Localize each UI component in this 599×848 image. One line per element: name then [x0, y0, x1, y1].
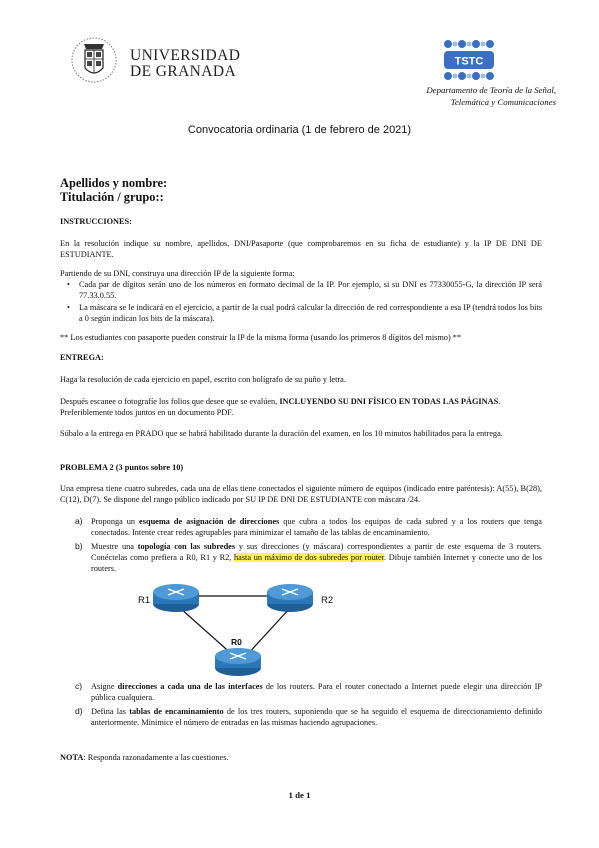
delivery-paragraph-1: Haga la resolución de cada ejercicio en papel, escrito con bolígrafo de su puño y letra.: [60, 375, 346, 384]
router-topology-diagram: [130, 578, 350, 689]
page-number: 1 de 1: [288, 790, 311, 800]
problem-intro: Una empresa tiene cuatro subredes, cada una de ellas tiene conectados el siguiente número de equipos (indicado entre paréntesis): A(55), B(28), C(12), D(7). Se dispone del rango público indicado por SU IP DE DNI DE ESTUDIANTE con máscara /24.: [60, 484, 542, 505]
name-label: Apellidos y nombre:: [60, 176, 168, 190]
router-label-r2: R2: [321, 595, 334, 606]
delivery-paragraph-3: Súbalo a la entrega en PRADO que se habrá habilitado durante la duración del examen, en los 10 minutos habilitados para la entrega.: [60, 429, 503, 438]
university-line-1: UNIVERSIDAD: [130, 47, 241, 64]
group-label: Titulación / grupo::: [60, 190, 164, 204]
problem-title: PROBLEMA 2 (3 puntos sobre 10): [60, 463, 184, 472]
department-name: [370, 84, 556, 108]
university-line-2: DE GRANADA: [130, 63, 237, 80]
department-line-2: Telemática y Comunicaciones: [450, 97, 556, 107]
university-crest-logo: [64, 36, 124, 89]
delivery-heading: ENTREGA:: [60, 353, 104, 362]
tstc-logo-text: TSTC: [454, 55, 484, 68]
final-note: NOTA: Responda razonadamente a las cuestiones.: [60, 753, 229, 762]
exam-session-title: Convocatoria ordinaria (1 de febrero de 2021): [187, 124, 412, 136]
router-icon: [153, 584, 199, 612]
passport-note: ** Los estudiantes con pasaporte pueden construir la IP de la misma forma (usando los primeros 8 dígitos del mismo) **: [60, 333, 462, 342]
problem-question-list-1: [60, 516, 542, 574]
list-item: • La máscara se le indicará en el ejercicio, a partir de la cual podrá calcular la dirección de red correspondiente a esa IP (tendrá todos los bits a 0 según indican los bits de la máscara).: [60, 302, 542, 325]
list-item: • Cada par de dígitos serán uno de los números en formato decimal de la IP. Por ejemplo, si su DNI es 77330055-G, la dirección IP será 77.33.0.55.: [60, 279, 542, 302]
tstc-department-logo: [440, 38, 498, 87]
instructions-bullet-list: [60, 279, 542, 324]
university-name: [130, 48, 240, 80]
router-icon: [215, 648, 261, 676]
problem-question-list-2: [60, 681, 542, 728]
department-line-1: Departamento de Teoría de la Señal,: [426, 85, 556, 95]
router-icon: [267, 584, 313, 612]
question-c: c) Asigne direcciones a cada una de las interfaces de los routers. Para el router conectado a Internet puede elegir una dirección IP pública cualquiera.: [75, 681, 542, 703]
delivery-paragraph-2: Después escanee o fotografíe los folios que desee que se evalúen, INCLUYENDO SU DNI FÍSICO EN TODAS LAS PÁGINAS. Preferiblemente todos juntos en un documento PDF.: [60, 397, 501, 418]
router-label-r1: R1: [138, 595, 151, 606]
question-a: a) Proponga un esquema de asignación de direcciones que cubra a todos los equipos de cada subred y a los routers que tenga conectados. Intente crear redes agrupables para minimizar el tamaño de las tablas de encaminamiento.: [75, 516, 542, 538]
instructions-paragraph-1: En la resolución indique su nombre, apellidos, DNI/Pasaporte (que comprobaremos en su ficha de estudiante) y la IP DE DNI DE ESTUDIANTE.: [60, 239, 542, 260]
instructions-heading: INSTRUCCIONES:: [60, 217, 132, 226]
instructions-paragraph-2: Partiendo de su DNI, construya una dirección IP de la siguiente forma:: [60, 269, 295, 278]
highlighted-text: hasta un máximo de dos subredes por router: [234, 552, 385, 562]
router-label-r0: R0: [231, 637, 242, 647]
student-info-fields: [60, 176, 167, 204]
question-b: b) Muestre una topología con las subredes y sus direcciones (y máscara) correspondientes a partir de este esquema de 3 routers. Conéctelas como prefiera a R0, R1 y R2, hasta un máximo de dos subredes por router. Dibuje también Internet y conecte uno de los routers.: [75, 540, 542, 574]
question-d: d) Defina las tablas de encaminamiento de los tres routers, suponiendo que se ha seguido el esquema de direccionamiento definido anteriormente. Minimice el número de entradas en las mismas haciendo agrupaciones.: [75, 705, 542, 727]
